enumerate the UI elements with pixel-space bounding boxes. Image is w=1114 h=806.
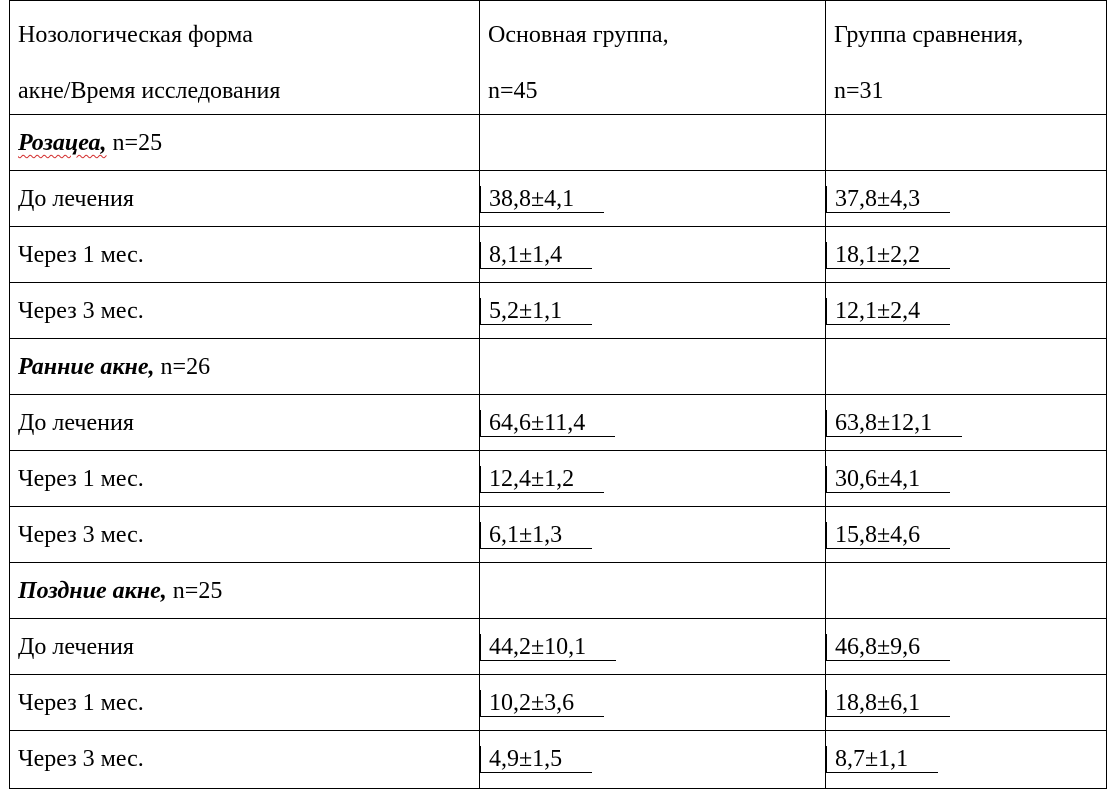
main-group-value: 8,1±1,4 bbox=[480, 242, 592, 269]
comparison-group-cell bbox=[826, 451, 1107, 507]
main-group-cell bbox=[480, 507, 826, 563]
time-cell: До лечения bbox=[10, 395, 480, 451]
header-main-group-count: n=45 bbox=[488, 78, 538, 104]
time-cell: Через 3 мес. bbox=[10, 283, 480, 339]
table-row bbox=[10, 619, 1107, 675]
main-group-cell bbox=[480, 451, 826, 507]
group-name: Ранние акне, bbox=[18, 354, 155, 380]
main-group-value: 5,2±1,1 bbox=[480, 298, 592, 325]
empty-cell bbox=[826, 115, 1107, 171]
header-form-label: Нозологическая форма bbox=[18, 22, 253, 48]
time-cell: До лечения bbox=[10, 619, 480, 675]
main-group-cell bbox=[480, 171, 826, 227]
comparison-group-value: 8,7±1,1 bbox=[826, 746, 938, 773]
empty-cell bbox=[826, 339, 1107, 395]
group-name: Поздние акне, bbox=[18, 578, 167, 604]
header-comparison-group-count: n=31 bbox=[834, 78, 884, 104]
group-name: Розацеа, bbox=[18, 130, 107, 156]
comparison-group-value: 12,1±2,4 bbox=[826, 298, 950, 325]
comparison-group-cell bbox=[826, 227, 1107, 283]
comparison-group-cell bbox=[826, 507, 1107, 563]
results-table bbox=[9, 0, 1107, 789]
main-group-cell bbox=[480, 227, 826, 283]
table-row bbox=[10, 395, 1107, 451]
header-time-label: акне/Время исследования bbox=[18, 78, 281, 104]
comparison-group-value: 18,1±2,2 bbox=[826, 242, 950, 269]
header-cell-form-time bbox=[10, 1, 480, 115]
group-count: n=26 bbox=[154, 354, 211, 380]
main-group-value: 10,2±3,6 bbox=[480, 690, 604, 717]
time-cell: До лечения bbox=[10, 171, 480, 227]
main-group-value: 12,4±1,2 bbox=[480, 466, 604, 493]
comparison-group-cell bbox=[826, 171, 1107, 227]
header-cell-comparison-group bbox=[826, 1, 1107, 115]
main-group-value: 38,8±4,1 bbox=[480, 186, 604, 213]
time-cell: Через 3 мес. bbox=[10, 507, 480, 563]
comparison-group-cell bbox=[826, 619, 1107, 675]
group-title-cell bbox=[10, 115, 480, 171]
comparison-group-cell bbox=[826, 395, 1107, 451]
main-group-cell bbox=[480, 619, 826, 675]
table-row bbox=[10, 171, 1107, 227]
empty-cell bbox=[480, 339, 826, 395]
time-cell: Через 1 мес. bbox=[10, 227, 480, 283]
group-count: n=25 bbox=[166, 578, 223, 604]
table-row bbox=[10, 675, 1107, 731]
empty-cell bbox=[826, 563, 1107, 619]
table-row bbox=[10, 731, 1107, 789]
group-title-cell bbox=[10, 339, 480, 395]
empty-cell bbox=[480, 563, 826, 619]
comparison-group-cell bbox=[826, 731, 1107, 789]
main-group-value: 6,1±1,3 bbox=[480, 522, 592, 549]
time-cell: Через 1 мес. bbox=[10, 675, 480, 731]
group-row-early-acne bbox=[10, 339, 1107, 395]
time-cell: Через 3 мес. bbox=[10, 731, 480, 789]
table-row bbox=[10, 227, 1107, 283]
time-cell: Через 1 мес. bbox=[10, 451, 480, 507]
table-row bbox=[10, 283, 1107, 339]
header-main-group-label: Основная группа, bbox=[488, 22, 669, 48]
comparison-group-value: 37,8±4,3 bbox=[826, 186, 950, 213]
comparison-group-cell bbox=[826, 675, 1107, 731]
main-group-cell bbox=[480, 395, 826, 451]
header-comparison-group-label: Группа сравнения, bbox=[834, 22, 1024, 48]
header-cell-main-group bbox=[480, 1, 826, 115]
main-group-value: 64,6±11,4 bbox=[480, 410, 615, 437]
empty-cell bbox=[480, 115, 826, 171]
main-group-cell bbox=[480, 731, 826, 789]
main-group-cell bbox=[480, 283, 826, 339]
main-group-value: 44,2±10,1 bbox=[480, 634, 616, 661]
table-header-row bbox=[10, 1, 1107, 115]
main-group-cell bbox=[480, 675, 826, 731]
group-row-late-acne bbox=[10, 563, 1107, 619]
main-group-value: 4,9±1,5 bbox=[480, 746, 592, 773]
group-count: n=25 bbox=[106, 130, 163, 156]
comparison-group-cell bbox=[826, 283, 1107, 339]
group-title-cell bbox=[10, 563, 480, 619]
comparison-group-value: 30,6±4,1 bbox=[826, 466, 950, 493]
comparison-group-value: 63,8±12,1 bbox=[826, 410, 962, 437]
comparison-group-value: 18,8±6,1 bbox=[826, 690, 950, 717]
comparison-group-value: 15,8±4,6 bbox=[826, 522, 950, 549]
table-row bbox=[10, 451, 1107, 507]
group-row-rosacea bbox=[10, 115, 1107, 171]
comparison-group-value: 46,8±9,6 bbox=[826, 634, 950, 661]
table-row bbox=[10, 507, 1107, 563]
